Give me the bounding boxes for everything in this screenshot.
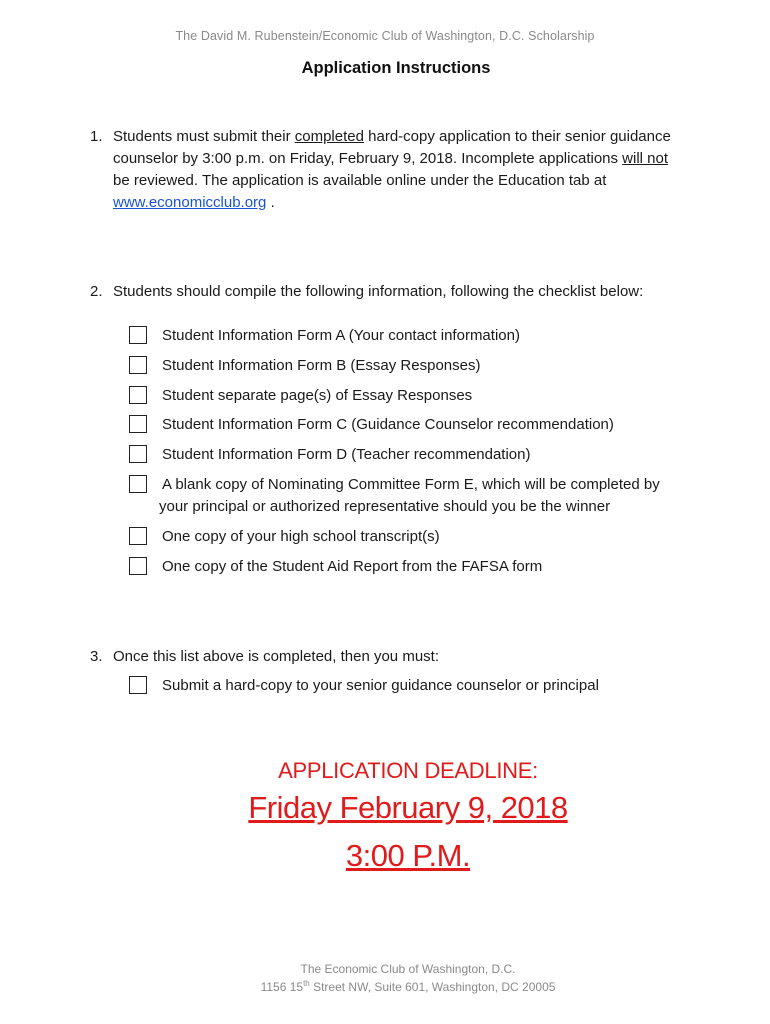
completed-emphasis: completed [294, 128, 364, 145]
checkbox[interactable] [129, 475, 147, 493]
page-title: Application Instructions [301, 59, 491, 77]
checkbox[interactable] [129, 676, 147, 694]
item-1-text-b: hard-copy application to their senior guidance [363, 128, 671, 145]
checklist-label: Submit a hard-copy to your senior guidance counselor or principal [162, 677, 599, 694]
item-1-line-4 [113, 192, 733, 214]
checklist-item-form-e [129, 474, 729, 520]
footer-organization: The Economic Club of Washington, D.C. [300, 962, 516, 976]
item-1-line-2-text: counselor by 3:00 p.m. on Friday, February 9, 2018. Incomplete applications [113, 150, 623, 167]
item-1-line-1 [113, 126, 733, 148]
item-1-line-3: be reviewed. The application is available online under the Education tab at [113, 172, 607, 189]
deadline-date: Friday February 9, 2018 [248, 790, 568, 825]
checklist-label: Student Information Form B (Essay Responses) [162, 357, 481, 374]
will-not-emphasis: will not [622, 150, 669, 167]
checklist-label: One copy of your high school transcript(s) [162, 528, 440, 545]
footer-address-rest: Street NW, Suite 601, Washington, DC 20005 [309, 980, 556, 994]
checkbox[interactable] [129, 527, 147, 545]
deadline-time: 3:00 P.M. [345, 838, 471, 873]
checkbox[interactable] [129, 445, 147, 463]
checkbox[interactable] [129, 557, 147, 575]
document-header: The David M. Rubenstein/Economic Club of Washington, D.C. Scholarship [175, 29, 595, 43]
checkbox[interactable] [129, 386, 147, 404]
checklist-label-continued: your principal or authorized representative should you be the winner [159, 498, 611, 515]
item-1-number: 1. [90, 128, 103, 145]
checklist-label: Student Information Form A (Your contact information) [162, 327, 520, 344]
checklist-label: Student Information Form D (Teacher recommendation) [162, 446, 531, 463]
item-3-text: Once this list above is completed, then you must: [113, 648, 439, 665]
deadline-label: APPLICATION DEADLINE: [278, 758, 538, 783]
checklist-label: Student Information Form C (Guidance Counselor recommendation) [162, 416, 614, 433]
item-3-number: 3. [90, 648, 103, 665]
checklist-label: One copy of the Student Aid Report from the FAFSA form [162, 558, 543, 575]
item-2-number: 2. [90, 283, 103, 300]
footer-address-ordinal: th [303, 979, 310, 988]
checklist-label: Student separate page(s) of Essay Responses [162, 387, 473, 404]
item-1-line-2 [113, 148, 733, 170]
footer-address [0, 980, 770, 994]
checklist-label: A blank copy of Nominating Committee Form E, which will be completed by [162, 476, 660, 493]
checkbox[interactable] [129, 326, 147, 344]
checkbox[interactable] [129, 356, 147, 374]
item-1-line-4-tail: . [266, 194, 275, 211]
economicclub-link[interactable]: www.economicclub.org [113, 194, 267, 211]
footer-address-number: 1156 15 [260, 980, 304, 994]
item-1-paragraph [113, 126, 733, 214]
checkbox[interactable] [129, 415, 147, 433]
item-1-text-a: Students must submit their [113, 128, 295, 145]
item-2-text: Students should compile the following information, following the checklist below: [113, 283, 644, 300]
